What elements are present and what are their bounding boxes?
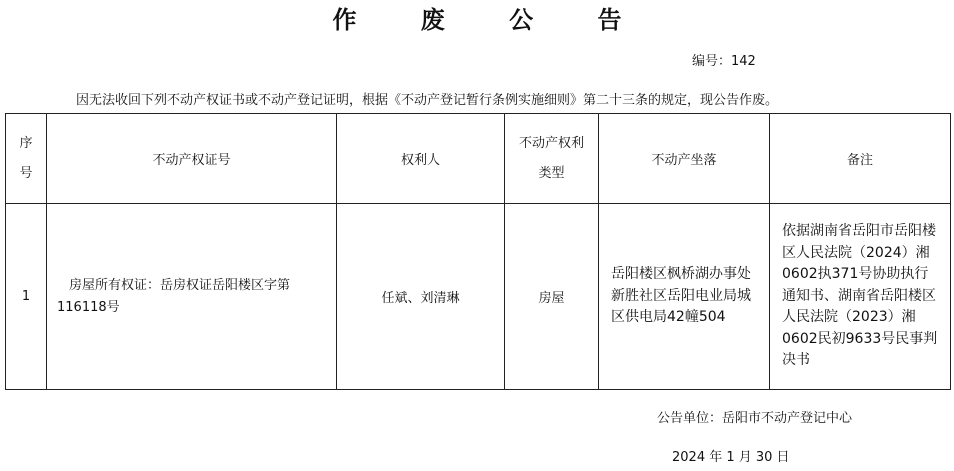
cancellation-table <box>5 113 951 390</box>
cell-index: 1 <box>6 204 47 390</box>
header-holder: 权利人 <box>337 114 505 204</box>
cert-number-text: 房屋所有权证：岳房权证岳阳楼区字第116118号 <box>57 277 291 315</box>
header-remark: 备注 <box>770 114 951 204</box>
serial-number: 编号：142 <box>692 54 756 69</box>
cell-location: 岳阳楼区枫桥湖办事处新胜社区岳阳电业局城区供电局42幢504 <box>599 204 770 390</box>
issuing-unit: 公告单位：岳阳市不动产登记中心 <box>657 411 853 426</box>
intro-paragraph: 因无法收回下列不动产权证书或不动产登记证明，根据《不动产登记暂行条例实施细则》第二十三条的规定，现公告作废。 <box>76 93 779 108</box>
header-location: 不动产坐落 <box>599 114 770 204</box>
header-index <box>6 114 47 204</box>
cell-remark: 依据湖南省岳阳市岳阳楼区人民法院（2024）湘0602执371号协助执行通知书、湖南省岳阳楼区人民法院（2023）湘0602民初9633号民事判决书 <box>770 204 951 390</box>
cell-holder: 任斌、刘清琳 <box>337 204 505 390</box>
issue-date: 2024 年 1 月 30 日 <box>672 450 790 465</box>
page-title: 作 废 公 告 <box>332 6 650 34</box>
header-right-type <box>505 114 599 204</box>
cell-right-type: 房屋 <box>505 204 599 390</box>
header-right-type-line1: 不动产权利 <box>518 135 584 151</box>
cell-cert-number <box>47 204 337 390</box>
header-right-type-line2: 类型 <box>538 165 565 181</box>
table-header-row <box>6 114 951 204</box>
header-cert-number: 不动产权证号 <box>47 114 337 204</box>
header-index-line1: 序 <box>19 135 33 151</box>
header-index-line2: 号 <box>19 165 33 181</box>
table-row <box>6 204 951 390</box>
